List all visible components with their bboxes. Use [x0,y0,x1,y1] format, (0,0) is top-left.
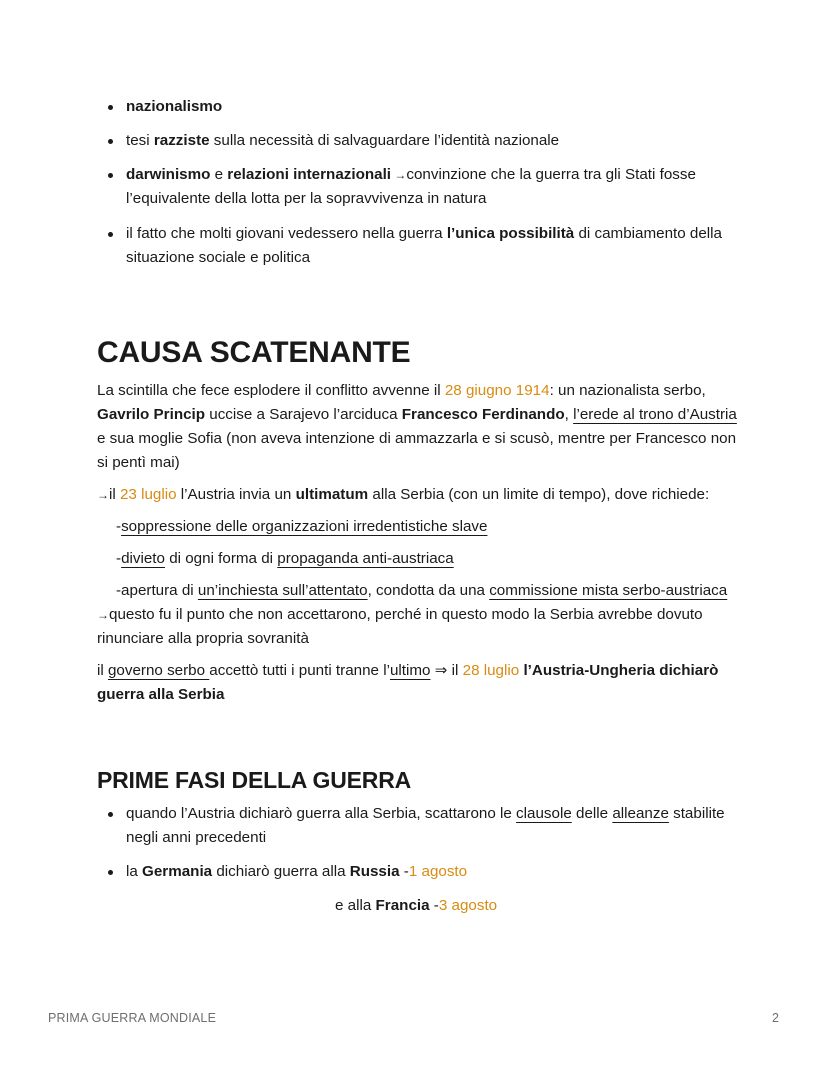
text: alla Serbia (con un limite di tempo), dove richiede: [368,486,710,503]
underlined-text: propaganda anti-austriaca [277,550,454,567]
bold-text: relazioni internazionali [227,166,392,183]
text: - [399,863,409,880]
text: l’Austria invia un [176,486,296,503]
paragraph [97,379,737,475]
arrow-icon: → [391,168,407,182]
causes-list [97,95,737,270]
arrow-icon: → [97,488,109,502]
section-heading-causa: CAUSA SCATENANTE [97,336,411,369]
text: e [210,166,228,183]
text: questo fu il punto che non accettarono, perché in questo modo la Serbia avrebbe dovuto rinunciare alla propria sovranità [97,606,703,647]
underlined-text: commissione mista serbo-austriaca [489,582,728,599]
list-item [97,860,737,884]
text: quando l’Austria dichiarò guerra alla Serbia, scattarono le [126,805,517,822]
text: convinzione che la guerra tra gli Stati fosse l’equivalente della lotta per la sopravvivenza in natura [126,166,696,207]
underlined-text: governo serbo [107,662,210,679]
underlined-text: soppressione delle organizzazioni irredentistiche slave [121,518,488,535]
text: -apertura di [116,582,198,599]
list-item [97,95,737,119]
text: sulla necessità di salvaguardare l’identità nazionale [209,132,560,149]
date-highlight: 28 luglio [462,662,520,679]
list-item [97,802,737,850]
bold-text: Francesco Ferdinando [401,406,565,423]
text: uccise a Sarajevo l’arciduca [205,406,402,423]
paragraph [97,579,737,651]
underlined-text: divieto [121,550,165,567]
footer-title: PRIMA GUERRA MONDIALE [48,1011,217,1025]
page-number: 2 [772,1011,779,1025]
text: , [564,406,574,423]
text: e alla [335,897,376,914]
date-highlight: 1 agosto [408,863,468,880]
text: dichiarò guerra alla [212,863,350,880]
text: - [429,897,439,914]
bold-text: razziste [153,132,210,149]
bold-text: l’Austria-Ungheria dichiarò guerra alla Serbia [97,662,719,703]
text: e sua moglie Sofia (non aveva intenzione di ammazzarla e si scusò, mentre per Francesco non si pentì mai) [97,430,737,471]
bold-text: Francia [375,897,430,914]
text: : un nazionalista serbo, [549,382,706,399]
bold-text: nazionalismo [126,98,223,115]
text: il [109,486,120,503]
arrow-icon: → [97,608,109,622]
underlined-text: ultimo [389,662,431,679]
bold-text: Gavrilo Princip [97,406,206,423]
text: accettò tutti i punti tranne l’ [209,662,390,679]
paragraph [97,483,737,507]
date-highlight: 23 luglio [119,486,177,503]
text: La scintilla che fece esplodere il conflitto avvenne il [97,382,445,399]
text: - [116,518,122,535]
underlined-text: alleanze [612,805,669,822]
text: - [116,550,122,567]
text: tesi [126,132,154,149]
list-item [97,129,737,153]
text: di cambiamento della situazione sociale e politica [126,225,722,266]
paragraph [97,894,737,918]
text: delle [571,805,613,822]
text: stabilite negli anni precedenti [126,805,725,846]
paragraph [97,659,737,707]
text: il fatto che molti giovani vedessero nella guerra [126,225,447,242]
page-content [97,95,737,926]
paragraph [97,547,737,571]
bold-text: Russia [349,863,400,880]
paragraph [97,515,737,539]
section-heading-prime-fasi: PRIME FASI DELLA GUERRA [97,767,412,793]
bold-text: Germania [142,863,213,880]
list-item [97,222,737,270]
text: il [451,662,463,679]
double-arrow-icon: ⇒ [430,662,452,679]
list-item [97,163,737,211]
text: il [97,662,108,679]
date-highlight: 3 agosto [438,897,498,914]
underlined-text: un’inchiesta sull’attentato [197,582,368,599]
text: di ogni forma di [164,550,278,567]
date-highlight: 28 giugno 1914 [444,382,550,399]
bold-text: ultimatum [295,486,369,503]
war-phases-list [97,802,737,884]
text: la [126,863,143,880]
underlined-text: l’erede al trono d’Austria [573,406,737,423]
underlined-text: clausole [516,805,572,822]
bold-text: darwinismo [126,166,211,183]
text: , condotta da una [367,582,490,599]
bold-text: l’unica possibilità [446,225,575,242]
